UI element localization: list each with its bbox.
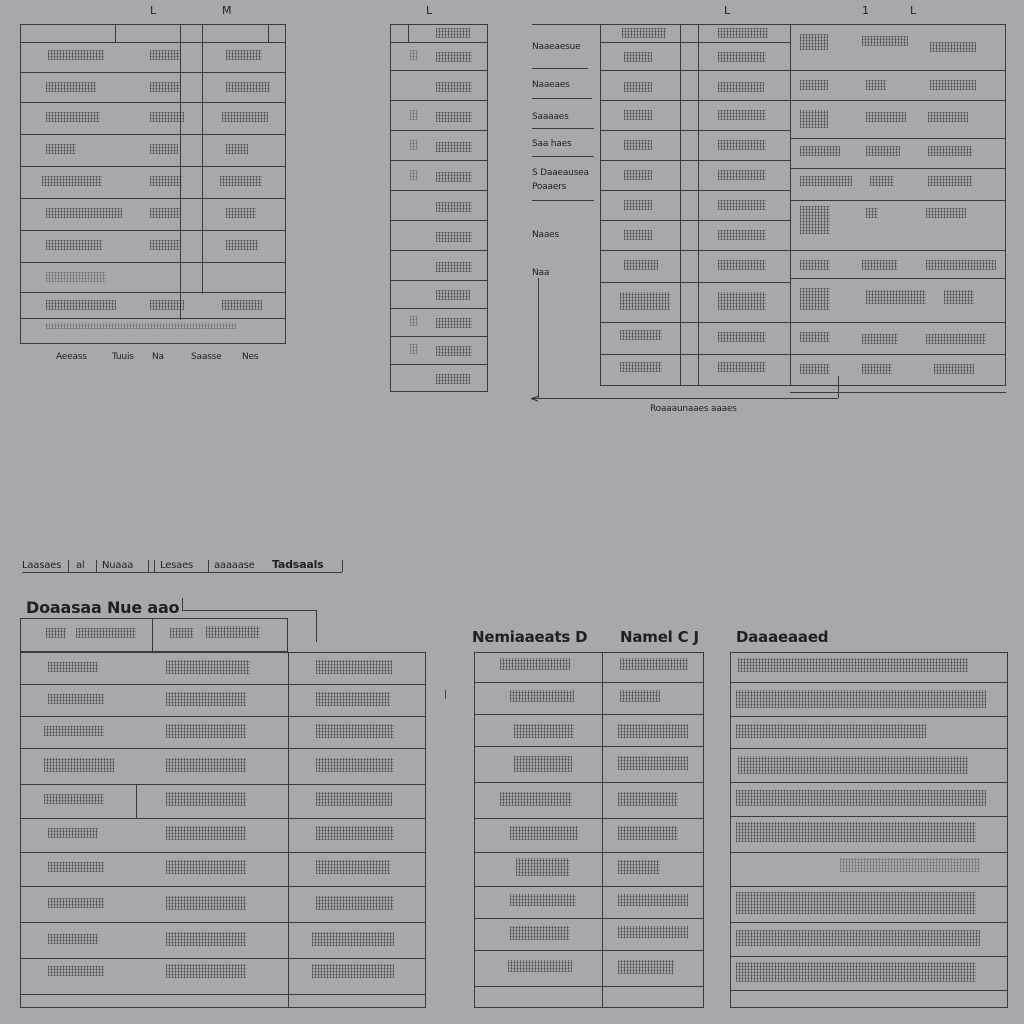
side-label: S Daaeausea Poaaers	[532, 168, 589, 192]
toolbar-item[interactable]: al	[76, 560, 85, 571]
toolbar-item[interactable]: Nuaaa	[102, 560, 134, 571]
side-label: Naa	[532, 268, 550, 278]
side-label: Naaeaesue	[532, 42, 581, 52]
column-heading: Daaaeaaed	[736, 628, 829, 646]
toolbar-item[interactable]: aaaaase	[214, 560, 255, 571]
table-1-footer-label: Aeeass	[56, 352, 87, 362]
table-row	[48, 50, 104, 60]
side-label: Saa haes	[532, 139, 572, 149]
column-heading: Namel C J	[620, 628, 699, 646]
top-mark: L	[426, 4, 432, 17]
table-1-footer-label: Nes	[242, 352, 259, 362]
table-1-footer-label: Tuuis	[112, 352, 134, 362]
top-mark: 1	[862, 4, 869, 17]
column-heading: Nemiaaeats D	[472, 628, 588, 646]
table-3-footer: Roaaaunaaes aaaes	[650, 404, 737, 414]
table-1-footer-label: Saasse	[191, 352, 222, 362]
side-label: Saaaaes	[532, 112, 569, 122]
table-1-footer-label: Na	[152, 352, 164, 362]
side-label: Naaeaes	[532, 80, 570, 90]
top-mark: L	[150, 4, 156, 17]
section-title: Doaasaa Nue aao	[26, 598, 180, 617]
top-mark: L	[724, 4, 730, 17]
row-marker: |	[444, 690, 447, 700]
toolbar-item[interactable]: Laasaes	[22, 560, 62, 571]
toolbar-item[interactable]: Lesaes	[160, 560, 194, 571]
top-mark: L	[910, 4, 916, 17]
side-label: Naaes	[532, 230, 559, 240]
arrow-left-icon: <	[530, 392, 540, 405]
top-mark: M	[222, 4, 232, 17]
toolbar-item[interactable]: Tadsaals	[272, 558, 324, 571]
